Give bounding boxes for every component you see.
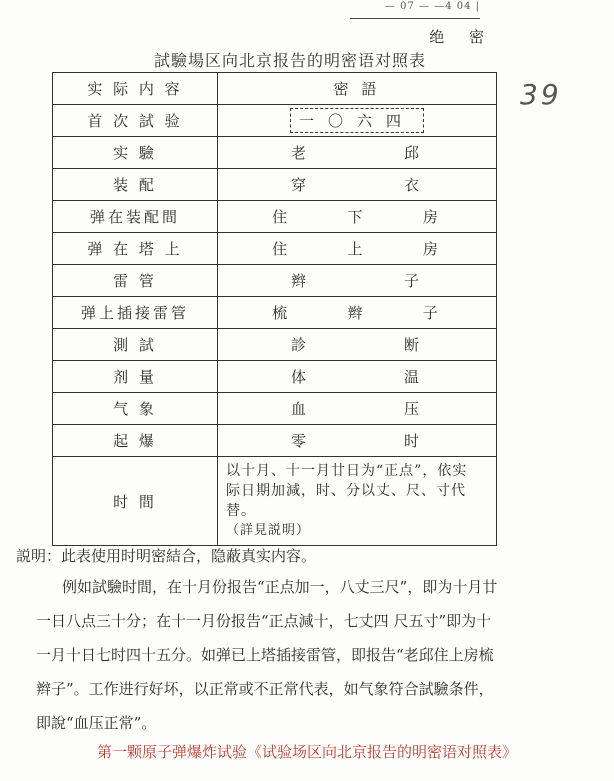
code-word — [226, 366, 488, 387]
code-word-cell — [218, 201, 497, 233]
table-row — [53, 137, 497, 169]
code-word — [226, 174, 488, 195]
code-char: 体 — [290, 368, 310, 386]
code-word-cell — [218, 233, 497, 265]
actual-content-cell: 測 試 — [53, 329, 218, 361]
code-char: 六 — [357, 112, 387, 130]
actual-content-cell: 弹 在 塔 上 — [53, 233, 218, 265]
code-table — [52, 72, 497, 546]
code-char: 零 — [290, 432, 310, 450]
code-char: 邱 — [403, 144, 423, 162]
code-word-cell — [218, 137, 497, 169]
code-char: 四 — [386, 112, 416, 130]
code-char: 住 — [272, 240, 292, 258]
code-char: 衣 — [403, 176, 423, 194]
actual-content-cell: 剂 量 — [53, 361, 218, 393]
header-stamp: — 07 — —4 04 | — [350, 0, 480, 19]
table-row — [53, 169, 497, 201]
code-char: 压 — [403, 400, 423, 418]
image-caption: 第一颗原子弹爆炸试验《试验场区向北京报告的明密语对照表》 — [96, 744, 517, 761]
code-word-cell — [218, 169, 497, 201]
table-row — [53, 361, 497, 393]
code-word — [226, 238, 488, 259]
code-char: 一 — [298, 112, 328, 130]
header-code: 密 語 — [218, 73, 497, 105]
code-char: 血 — [290, 400, 310, 418]
table-row — [53, 297, 497, 329]
code-char: 梳 — [272, 304, 292, 322]
table-row-time — [53, 457, 497, 546]
actual-content-cell: 时 間 — [53, 457, 218, 546]
code-char: 診 — [290, 336, 310, 354]
classification-label: 绝 密 — [429, 28, 494, 46]
code-char: 下 — [347, 208, 367, 226]
header-actual: 实 际 内 容 — [53, 73, 218, 105]
table-row — [53, 425, 497, 457]
table-row — [53, 265, 497, 297]
code-word-cell — [218, 393, 497, 425]
actual-content-cell: 雷 管 — [53, 265, 218, 297]
code-char: 房 — [422, 240, 442, 258]
time-note-cell — [218, 457, 497, 546]
table-row — [53, 233, 497, 265]
time-note-line: 以十月、十一月廿日为“正点”，依实 — [226, 463, 468, 479]
code-char: 辫 — [290, 272, 310, 290]
code-char: 〇 — [327, 112, 357, 130]
code-word-cell — [218, 105, 497, 137]
code-char: 房 — [422, 208, 442, 226]
code-word — [226, 398, 488, 419]
boxed-code-word — [290, 108, 424, 133]
code-word — [226, 334, 488, 355]
code-word — [226, 430, 488, 451]
code-char: 住 — [272, 208, 292, 226]
code-char: 断 — [403, 336, 423, 354]
table-row — [53, 105, 497, 137]
actual-content-cell: 弹上插接雷管 — [53, 297, 218, 329]
example-paragraph: 例如試驗时間，在十月份报告“正点加一，八丈三尺”，即为十月廿一日八点三十分；在十一月份报告“正点減十，七丈四 尺五寸”即为十一月十日七时四十五分。如弹已上塔插接雷管，即报告“老邱住上房梳辫子”。工作进行好坏，以正常或不正常代表，如气象符合試驗条件，即說“血压正常”。 — [36, 578, 498, 732]
actual-content-cell: 首 次 試 验 — [53, 105, 218, 137]
actual-content-cell: 弹在装配間 — [53, 201, 218, 233]
code-word — [226, 270, 488, 291]
code-word-cell — [218, 329, 497, 361]
code-word — [226, 302, 488, 323]
table-header-row — [53, 73, 497, 105]
code-word — [226, 142, 488, 163]
code-word-cell — [218, 425, 497, 457]
explanation-text: 説明：此表使用时明密結合，隐蔽真实内容。 — [16, 547, 317, 565]
code-char: 时 — [403, 432, 423, 450]
code-char: 老 — [290, 144, 310, 162]
actual-content-cell: 装 配 — [53, 169, 218, 201]
code-word — [226, 206, 488, 227]
time-note-line: （詳見説明） — [226, 523, 311, 538]
actual-content-cell: 起 爆 — [53, 425, 218, 457]
code-char: 辫 — [347, 304, 367, 322]
code-char: 温 — [403, 368, 423, 386]
table-row — [53, 393, 497, 425]
table-row — [53, 329, 497, 361]
table-row — [53, 201, 497, 233]
document-title: 試驗場区向北京报告的明密语对照表 — [153, 51, 426, 70]
handwritten-page-number: 39 — [520, 78, 562, 111]
code-char: 穿 — [290, 176, 310, 194]
code-char: 子 — [422, 304, 442, 322]
actual-content-cell: 气 象 — [53, 393, 218, 425]
code-char: 子 — [403, 272, 423, 290]
code-word-cell — [218, 361, 497, 393]
code-word-cell — [218, 297, 497, 329]
code-word-cell — [218, 265, 497, 297]
code-char: 上 — [347, 240, 367, 258]
actual-content-cell: 实 驗 — [53, 137, 218, 169]
time-note-line: 际日期加減，时、分以丈、尺、寸代替。 — [226, 483, 466, 519]
